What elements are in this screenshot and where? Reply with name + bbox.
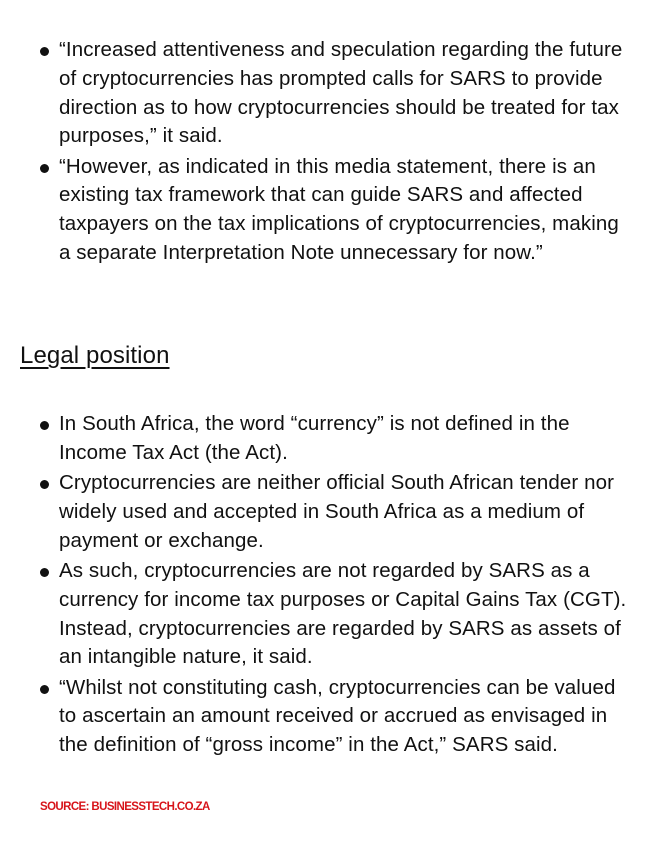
list-item [38, 153, 630, 268]
list-item-text: “Whilst not constituting cash, cryptocurrencies can be valued to ascertain an amount received or accrued as envisaged in the definition of “gross income” in the Act,” SARS said. [59, 675, 616, 757]
list-item [38, 36, 630, 151]
bullet-icon [40, 164, 49, 173]
section-heading-legal-position: Legal position [20, 342, 170, 369]
bullet-icon [40, 568, 49, 577]
bullet-icon [40, 421, 49, 430]
list-item [38, 674, 630, 760]
bullet-icon [40, 685, 49, 694]
list-item-text: Cryptocurrencies are neither official South African tender nor widely used and accepted in South Africa as a medium of payment or exchange. [59, 471, 615, 552]
quotes-bullet-list [38, 36, 630, 269]
bullet-icon [40, 480, 49, 489]
legal-position-bullet-list [38, 410, 630, 762]
list-item [38, 410, 630, 468]
list-item-text: In South Africa, the word “currency” is not defined in the Income Tax Act (the Act). [59, 412, 570, 464]
source-credit: SOURCE: BUSINESSTECH.CO.ZA [40, 801, 210, 813]
list-item [38, 469, 630, 555]
list-item [38, 557, 630, 672]
list-item-text: “However, as indicated in this media statement, there is an existing tax framework that can guide SARS and affected taxpayers on the tax implications of cryptocurrencies, making a separate Interpretation Note unnecessary for now.” [59, 154, 619, 265]
list-item-text: As such, cryptocurrencies are not regarded by SARS as a currency for income tax purposes or Capital Gains Tax (CGT). Instead, cryptocurrencies are regarded by SARS as assets of an intangible nature, it said. [59, 558, 627, 669]
list-item-text: “Increased attentiveness and speculation regarding the future of cryptocurrencies has prompted calls for SARS to provide direction as to how cryptocurrencies should be treated for tax purposes,” it said. [59, 38, 623, 148]
bullet-icon [40, 47, 49, 56]
